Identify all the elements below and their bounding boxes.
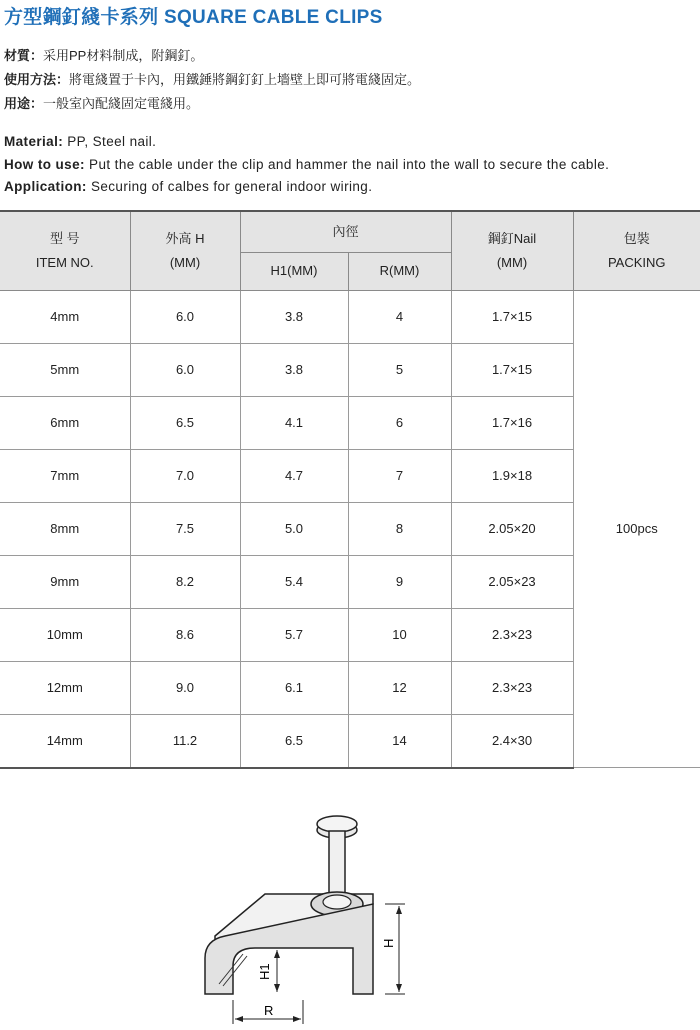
header-height-unit: (MM) <box>169 254 201 270</box>
cn-material-line <box>4 44 420 68</box>
spec-table <box>0 210 700 769</box>
en-usage-line <box>4 154 609 177</box>
cell-r: 9 <box>348 555 451 608</box>
en-usage-text: Put the cable under the clip and hammer the nail into the wall to secure the cable. <box>84 156 610 172</box>
cell-item: 6mm <box>0 396 130 449</box>
label-r: R <box>264 1003 274 1018</box>
en-application-text: Securing of calbes for general indoor wiring. <box>86 179 373 194</box>
cell-nail: 1.7×16 <box>451 396 573 449</box>
header-height-cn: 外高 H <box>165 230 205 246</box>
label-h: H <box>381 938 396 948</box>
en-usage-label: How to use: <box>4 156 85 172</box>
cell-height: 8.2 <box>130 555 240 608</box>
header-item-en: ITEM NO. <box>35 254 94 270</box>
header-r: R(MM) <box>348 252 451 290</box>
cell-h1: 5.4 <box>240 555 348 608</box>
cell-height: 6.5 <box>130 396 240 449</box>
cell-nail: 2.3×23 <box>451 661 573 714</box>
cn-application-label: 用途： <box>4 96 44 111</box>
cell-item: 5mm <box>0 343 130 396</box>
en-application-label: Application: <box>4 179 87 194</box>
en-application-line <box>4 176 609 199</box>
cell-item: 7mm <box>0 449 130 502</box>
cell-h1: 5.0 <box>240 502 348 555</box>
table-row <box>0 290 700 343</box>
cell-height: 8.6 <box>130 608 240 661</box>
en-material-text: PP, Steel nail. <box>63 134 157 149</box>
header-nail-cn: 鋼釘Nail <box>487 230 537 246</box>
cell-nail: 2.3×23 <box>451 608 573 661</box>
cell-height: 7.0 <box>130 449 240 502</box>
header-packing <box>573 211 700 290</box>
cell-h1: 5.7 <box>240 608 348 661</box>
cell-h1: 3.8 <box>240 290 348 343</box>
cn-usage-text: 將電綫置于卡內，用鐵錘將鋼釘釘上墻壁上即可將電綫固定。 <box>69 72 421 87</box>
cell-r: 8 <box>348 502 451 555</box>
cn-usage-line <box>4 68 420 92</box>
header-nail <box>451 211 573 290</box>
cell-height: 7.5 <box>130 502 240 555</box>
cell-packing: 100pcs <box>573 290 700 768</box>
cell-item: 10mm <box>0 608 130 661</box>
cell-nail: 1.7×15 <box>451 343 573 396</box>
cn-material-label: 材質： <box>4 48 44 63</box>
page-title: 方型鋼釘綫卡系列 SQUARE CABLE CLIPS <box>4 7 383 28</box>
en-material-label: Material: <box>4 134 64 149</box>
cell-height: 6.0 <box>130 290 240 343</box>
cell-h1: 4.7 <box>240 449 348 502</box>
header-item-cn: 型 号 <box>49 230 80 246</box>
cell-item: 9mm <box>0 555 130 608</box>
cell-r: 7 <box>348 449 451 502</box>
header-packing-cn: 包裝 <box>623 230 650 246</box>
cell-nail: 2.05×23 <box>451 555 573 608</box>
cell-h1: 6.5 <box>240 714 348 768</box>
cell-item: 4mm <box>0 290 130 343</box>
cell-r: 14 <box>348 714 451 768</box>
cell-h1: 6.1 <box>240 661 348 714</box>
cell-nail: 1.7×15 <box>451 290 573 343</box>
cell-item: 8mm <box>0 502 130 555</box>
cn-material-text: 采用PP材料制成，附鋼釘。 <box>43 48 204 63</box>
header-packing-en: PACKING <box>607 254 666 270</box>
header-height <box>130 211 240 290</box>
header-nail-unit: (MM) <box>496 254 528 270</box>
cell-r: 12 <box>348 661 451 714</box>
header-h1: H1(MM) <box>240 252 348 290</box>
header-item <box>0 211 130 290</box>
cell-r: 5 <box>348 343 451 396</box>
en-material-line <box>4 131 609 154</box>
english-description <box>4 131 609 199</box>
cn-usage-label: 使用方法： <box>4 72 70 87</box>
cn-application-text: 一般室內配綫固定電綫用。 <box>43 96 200 111</box>
nail-shank <box>329 831 345 901</box>
cell-height: 11.2 <box>130 714 240 768</box>
cell-r: 10 <box>348 608 451 661</box>
cell-nail: 1.9×18 <box>451 449 573 502</box>
chinese-description <box>4 44 420 116</box>
cable-clip-diagram <box>195 808 435 1026</box>
cell-h1: 4.1 <box>240 396 348 449</box>
cn-application-line <box>4 92 420 116</box>
cell-h1: 3.8 <box>240 343 348 396</box>
header-inner: 內徑 <box>240 211 451 252</box>
cell-height: 6.0 <box>130 343 240 396</box>
cell-r: 4 <box>348 290 451 343</box>
cell-height: 9.0 <box>130 661 240 714</box>
cell-r: 6 <box>348 396 451 449</box>
label-h1: H1 <box>257 963 272 980</box>
cell-item: 12mm <box>0 661 130 714</box>
cell-item: 14mm <box>0 714 130 768</box>
cell-nail: 2.05×20 <box>451 502 573 555</box>
cell-nail: 2.4×30 <box>451 714 573 768</box>
